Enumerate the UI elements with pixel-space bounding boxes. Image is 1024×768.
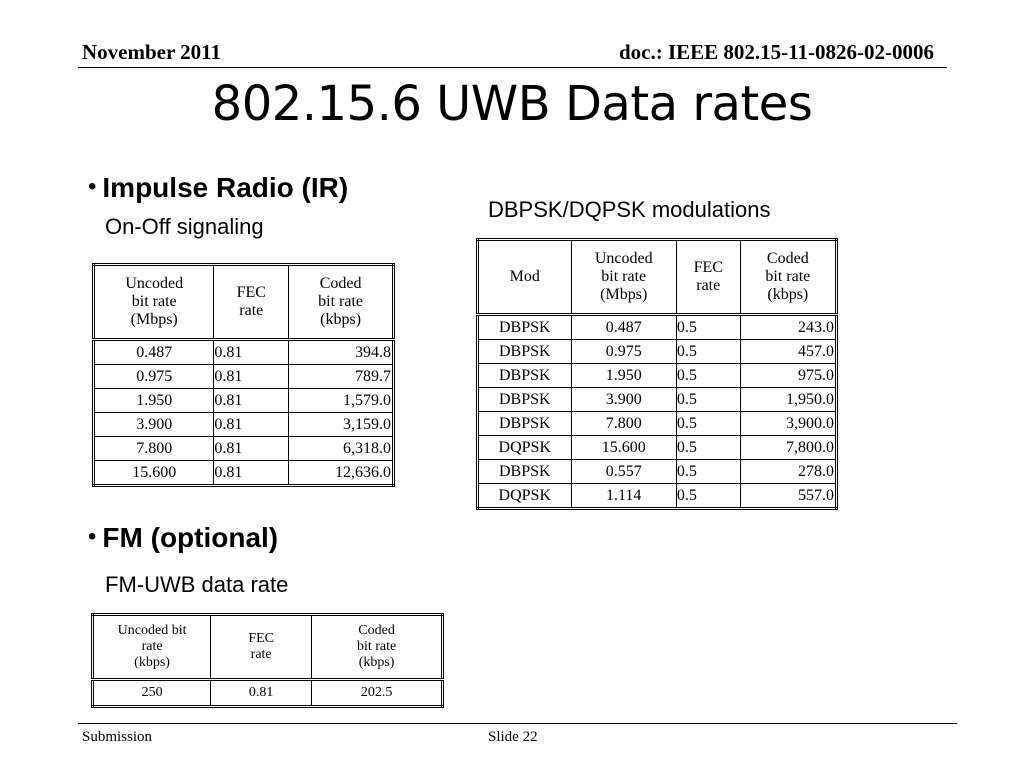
dbpsk-table-cell: DBPSK [478, 460, 572, 484]
header-rule [78, 67, 947, 68]
dbpsk-table-cell: 0.5 [676, 460, 740, 484]
header-doc-id: doc.: IEEE 802.15-11-0826-02-0006 [619, 40, 934, 64]
dbpsk-table-cell: 3.900 [571, 388, 676, 412]
dbpsk-table-row [478, 460, 837, 484]
ir-data-rate-table [92, 263, 395, 487]
fm-table-header-row [93, 615, 443, 680]
ir-table-cell: 0.975 [94, 365, 214, 389]
dbpsk-table-row [478, 364, 837, 388]
dbpsk-table-cell: 0.5 [676, 484, 740, 509]
ir-header-uncoded: Uncoded bit rate (Mbps) [94, 265, 214, 340]
bullet-fm [88, 522, 278, 554]
fm-header-fec: FEC rate [211, 615, 312, 680]
fm-table-cell: 202.5 [312, 680, 443, 707]
ir-table-cell: 0.81 [214, 461, 289, 486]
fm-subtitle: FM-UWB data rate [105, 572, 289, 597]
dbpsk-table-row [478, 388, 837, 412]
dbpsk-table-cell: 7,800.0 [740, 436, 836, 460]
dbpsk-subtitle: DBPSK/DQPSK modulations [488, 197, 771, 222]
ir-table-cell: 7.800 [94, 437, 214, 461]
dbpsk-table-cell: DBPSK [478, 340, 572, 364]
dbpsk-table-cell: 0.557 [571, 460, 676, 484]
dbpsk-table-cell: 278.0 [740, 460, 836, 484]
dbpsk-table-row [478, 340, 837, 364]
ir-table-cell: 3.900 [94, 413, 214, 437]
ir-table-row [94, 340, 394, 365]
header-date: November 2011 [82, 40, 222, 64]
dbpsk-table-cell: 975.0 [740, 364, 836, 388]
ir-table-cell: 789.7 [289, 365, 394, 389]
dbpsk-table-cell: 0.487 [571, 315, 676, 340]
dbpsk-table-cell: 0.5 [676, 340, 740, 364]
dbpsk-table-cell: DBPSK [478, 388, 572, 412]
ir-table-header-row [94, 265, 394, 340]
bullet-dot-icon: • [88, 173, 97, 200]
dbpsk-table-cell: 0.975 [571, 340, 676, 364]
ir-table-row [94, 389, 394, 413]
footer-submission: Submission [82, 729, 153, 745]
dbpsk-table-cell: 0.5 [676, 436, 740, 460]
dbpsk-table-row [478, 315, 837, 340]
slide-title: 802.15.6 UWB Data rates [211, 76, 813, 132]
dbpsk-table-row [478, 484, 837, 509]
dbpsk-header-uncoded: Uncoded bit rate (Mbps) [571, 240, 676, 315]
ir-table-cell: 0.81 [214, 365, 289, 389]
ir-table-cell: 15.600 [94, 461, 214, 486]
ir-table-cell: 0.81 [214, 413, 289, 437]
dbpsk-header-mod: Mod [478, 240, 572, 315]
footer-rule [78, 723, 957, 724]
ir-table-row [94, 365, 394, 389]
dbpsk-table-cell: 1,950.0 [740, 388, 836, 412]
dbpsk-table-cell: DQPSK [478, 436, 572, 460]
dbpsk-header-coded: Coded bit rate (kbps) [740, 240, 836, 315]
fm-header-coded: Coded bit rate (kbps) [312, 615, 443, 680]
ir-table-cell: 6,318.0 [289, 437, 394, 461]
ir-table-cell: 0.487 [94, 340, 214, 365]
dbpsk-table-cell: DBPSK [478, 364, 572, 388]
dbpsk-table-cell: DBPSK [478, 412, 572, 436]
dbpsk-table-cell: DQPSK [478, 484, 572, 509]
bullet-impulse-radio [88, 172, 348, 204]
dbpsk-table-cell: 243.0 [740, 315, 836, 340]
fm-header-uncoded: Uncoded bit rate (kbps) [93, 615, 211, 680]
dbpsk-data-rate-table [476, 238, 838, 510]
ir-table-row [94, 413, 394, 437]
ir-subtitle: On-Off signaling [105, 214, 264, 239]
bullet-dot-icon: • [88, 523, 97, 550]
dbpsk-table-cell: 0.5 [676, 412, 740, 436]
fm-table-cell: 0.81 [211, 680, 312, 707]
ir-header-fec: FEC rate [214, 265, 289, 340]
dbpsk-header-fec: FEC rate [676, 240, 740, 315]
bullet-impulse-radio-label: Impulse Radio (IR) [102, 172, 349, 203]
dbpsk-table-cell: 457.0 [740, 340, 836, 364]
ir-table-cell: 0.81 [214, 389, 289, 413]
dbpsk-table-cell: 0.5 [676, 315, 740, 340]
footer-slide-number: Slide 22 [488, 729, 538, 745]
ir-table-row [94, 461, 394, 486]
bullet-fm-label: FM (optional) [102, 522, 279, 553]
dbpsk-table-cell: 7.800 [571, 412, 676, 436]
dbpsk-table-cell: 0.5 [676, 388, 740, 412]
ir-table-cell: 1,579.0 [289, 389, 394, 413]
dbpsk-table-cell: 15.600 [571, 436, 676, 460]
ir-table-cell: 0.81 [214, 437, 289, 461]
dbpsk-table-cell: DBPSK [478, 315, 572, 340]
dbpsk-table-cell: 557.0 [740, 484, 836, 509]
dbpsk-table-cell: 0.5 [676, 364, 740, 388]
fm-data-rate-table [91, 613, 444, 708]
dbpsk-table-cell: 1.950 [571, 364, 676, 388]
ir-table-row [94, 437, 394, 461]
dbpsk-table-row [478, 436, 837, 460]
fm-table-cell: 250 [93, 680, 211, 707]
fm-table-row [93, 680, 443, 707]
dbpsk-table-header-row [478, 240, 837, 315]
dbpsk-table-cell: 3,900.0 [740, 412, 836, 436]
ir-table-cell: 394.8 [289, 340, 394, 365]
ir-header-coded: Coded bit rate (kbps) [289, 265, 394, 340]
ir-table-cell: 12,636.0 [289, 461, 394, 486]
ir-table-cell: 0.81 [214, 340, 289, 365]
ir-table-cell: 3,159.0 [289, 413, 394, 437]
dbpsk-table-row [478, 412, 837, 436]
ir-table-cell: 1.950 [94, 389, 214, 413]
dbpsk-table-cell: 1.114 [571, 484, 676, 509]
